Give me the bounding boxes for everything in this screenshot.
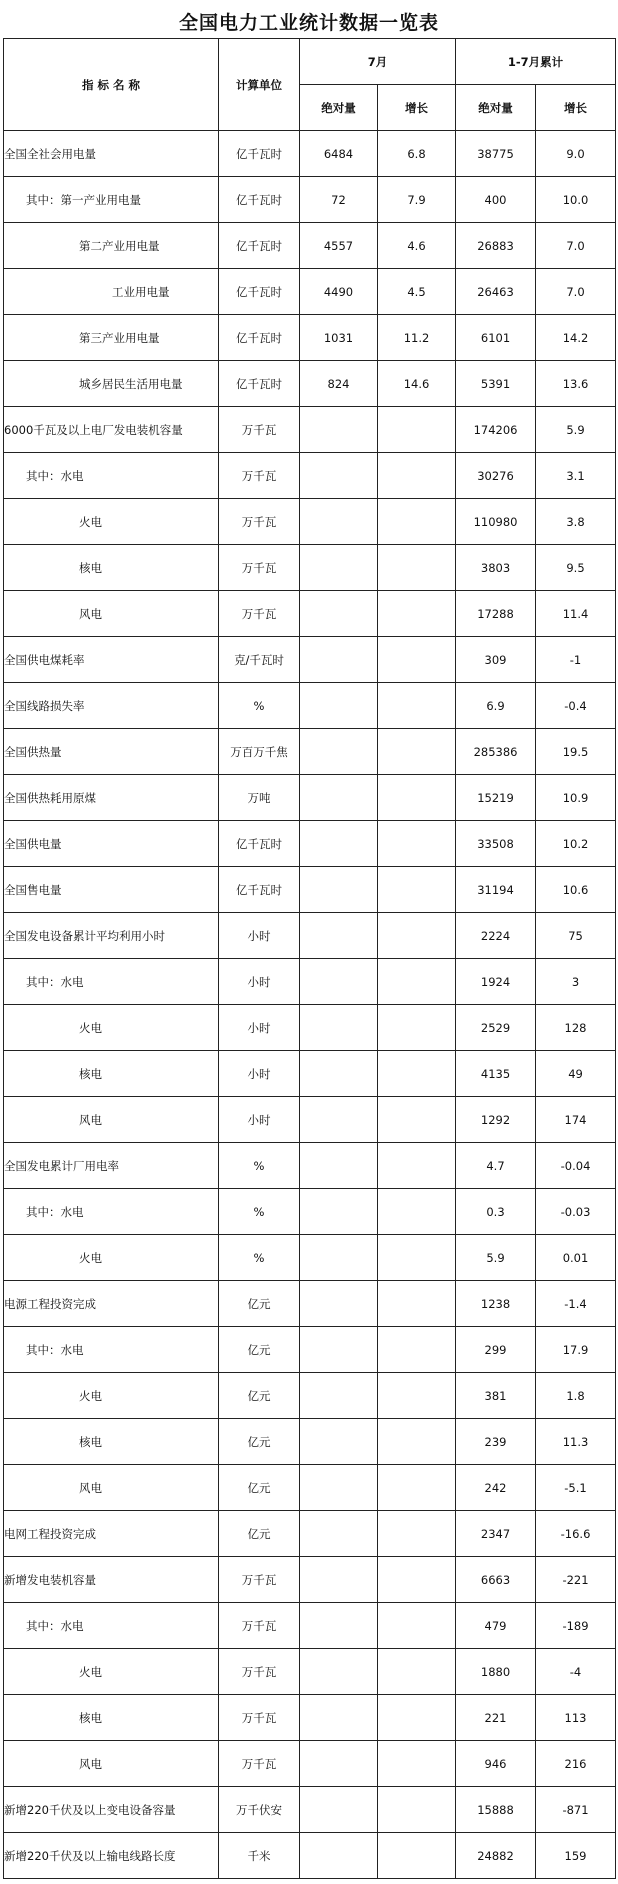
row-cum-abs: 6.9	[456, 683, 536, 729]
table-row	[4, 361, 616, 407]
table-row	[4, 1419, 616, 1465]
row-name: 全国供热量	[4, 729, 219, 775]
row-month-growth	[378, 637, 456, 683]
table-row	[4, 499, 616, 545]
row-name: 风电	[4, 1097, 219, 1143]
table-row	[4, 1557, 616, 1603]
row-cum-growth: -0.04	[536, 1143, 616, 1189]
table-row	[4, 1189, 616, 1235]
row-month-growth	[378, 1511, 456, 1557]
header-cum-abs: 绝对量	[456, 85, 536, 131]
row-unit: 亿元	[219, 1281, 300, 1327]
row-unit: 万千瓦	[219, 591, 300, 637]
row-cum-abs: 38775	[456, 131, 536, 177]
row-name: 全国供电量	[4, 821, 219, 867]
table-row	[4, 1465, 616, 1511]
row-cum-growth: 10.2	[536, 821, 616, 867]
row-month-abs	[300, 499, 378, 545]
row-name: 其中：水电	[4, 1327, 219, 1373]
row-cum-abs: 15888	[456, 1787, 536, 1833]
row-month-growth	[378, 1143, 456, 1189]
row-name: 全国售电量	[4, 867, 219, 913]
row-cum-growth: -871	[536, 1787, 616, 1833]
table-row	[4, 545, 616, 591]
row-month-abs	[300, 1833, 378, 1879]
row-month-abs	[300, 1143, 378, 1189]
row-month-growth	[378, 959, 456, 1005]
row-cum-abs: 1880	[456, 1649, 536, 1695]
row-month-growth	[378, 913, 456, 959]
row-name: 6000千瓦及以上电厂发电装机容量	[4, 407, 219, 453]
row-unit: 小时	[219, 913, 300, 959]
row-cum-abs: 24882	[456, 1833, 536, 1879]
row-unit: 亿千瓦时	[219, 223, 300, 269]
header-month-growth: 增长	[378, 85, 456, 131]
row-month-growth	[378, 1327, 456, 1373]
row-cum-growth: 7.0	[536, 223, 616, 269]
row-unit: 亿元	[219, 1327, 300, 1373]
row-month-growth	[378, 1419, 456, 1465]
row-month-abs	[300, 775, 378, 821]
table-row	[4, 315, 616, 361]
row-cum-abs: 285386	[456, 729, 536, 775]
row-name: 新增220千伏及以上输电线路长度	[4, 1833, 219, 1879]
row-name: 第二产业用电量	[4, 223, 219, 269]
table-row	[4, 591, 616, 637]
row-unit: 亿元	[219, 1465, 300, 1511]
row-cum-growth: -16.6	[536, 1511, 616, 1557]
row-month-abs	[300, 1557, 378, 1603]
row-cum-abs: 5391	[456, 361, 536, 407]
row-month-growth	[378, 1695, 456, 1741]
row-cum-abs: 946	[456, 1741, 536, 1787]
row-month-abs	[300, 1327, 378, 1373]
row-month-growth	[378, 1741, 456, 1787]
row-month-growth	[378, 1281, 456, 1327]
row-cum-abs: 2529	[456, 1005, 536, 1051]
table-row	[4, 223, 616, 269]
row-name: 新增220千伏及以上变电设备容量	[4, 1787, 219, 1833]
row-month-growth	[378, 1189, 456, 1235]
row-unit: 亿元	[219, 1419, 300, 1465]
row-cum-growth: 13.6	[536, 361, 616, 407]
row-cum-growth: 0.01	[536, 1235, 616, 1281]
row-cum-abs: 4135	[456, 1051, 536, 1097]
row-unit: 万千瓦	[219, 1741, 300, 1787]
row-name: 风电	[4, 1741, 219, 1787]
header-row-1	[4, 39, 616, 85]
header-unit: 计算单位	[219, 39, 300, 131]
row-name: 全国全社会用电量	[4, 131, 219, 177]
table-row	[4, 407, 616, 453]
row-name: 其中：水电	[4, 959, 219, 1005]
row-unit: 万吨	[219, 775, 300, 821]
row-cum-abs: 6101	[456, 315, 536, 361]
row-month-abs	[300, 683, 378, 729]
row-month-growth	[378, 1005, 456, 1051]
row-cum-growth: -1	[536, 637, 616, 683]
row-cum-growth: 17.9	[536, 1327, 616, 1373]
row-unit: 亿元	[219, 1511, 300, 1557]
row-month-growth	[378, 591, 456, 637]
table-row	[4, 1281, 616, 1327]
row-cum-abs: 15219	[456, 775, 536, 821]
row-unit: 亿千瓦时	[219, 269, 300, 315]
row-month-abs: 4490	[300, 269, 378, 315]
row-month-growth	[378, 407, 456, 453]
row-cum-growth: 49	[536, 1051, 616, 1097]
row-unit: 万千瓦	[219, 1557, 300, 1603]
row-month-abs: 824	[300, 361, 378, 407]
row-month-growth	[378, 1787, 456, 1833]
row-month-abs	[300, 1465, 378, 1511]
table-row	[4, 1603, 616, 1649]
row-unit: 亿千瓦时	[219, 821, 300, 867]
row-name: 第三产业用电量	[4, 315, 219, 361]
table-row	[4, 1143, 616, 1189]
row-cum-abs: 381	[456, 1373, 536, 1419]
row-unit: 万千瓦	[219, 407, 300, 453]
row-cum-growth: 10.0	[536, 177, 616, 223]
table-row	[4, 683, 616, 729]
row-month-abs	[300, 1649, 378, 1695]
row-cum-growth: 128	[536, 1005, 616, 1051]
row-cum-growth: 9.0	[536, 131, 616, 177]
row-name: 全国供热耗用原煤	[4, 775, 219, 821]
table-row	[4, 1051, 616, 1097]
table-row	[4, 1787, 616, 1833]
table-row	[4, 1235, 616, 1281]
row-month-growth	[378, 545, 456, 591]
row-unit: 千米	[219, 1833, 300, 1879]
row-name: 全国发电累计厂用电率	[4, 1143, 219, 1189]
row-month-abs: 1031	[300, 315, 378, 361]
row-name: 火电	[4, 1649, 219, 1695]
row-name: 其中：水电	[4, 1603, 219, 1649]
row-month-abs	[300, 1005, 378, 1051]
row-unit: 亿千瓦时	[219, 177, 300, 223]
row-cum-abs: 0.3	[456, 1189, 536, 1235]
row-name: 风电	[4, 591, 219, 637]
row-cum-abs: 5.9	[456, 1235, 536, 1281]
row-cum-abs: 2224	[456, 913, 536, 959]
row-cum-growth: 9.5	[536, 545, 616, 591]
row-unit: 万千瓦	[219, 1649, 300, 1695]
row-month-abs	[300, 867, 378, 913]
row-month-abs: 6484	[300, 131, 378, 177]
row-name: 工业用电量	[4, 269, 219, 315]
row-cum-abs: 4.7	[456, 1143, 536, 1189]
row-month-abs	[300, 407, 378, 453]
row-cum-growth: 75	[536, 913, 616, 959]
row-name: 城乡居民生活用电量	[4, 361, 219, 407]
row-cum-abs: 1238	[456, 1281, 536, 1327]
row-month-abs	[300, 637, 378, 683]
row-cum-abs: 30276	[456, 453, 536, 499]
page-title: 全国电力工业统计数据一览表	[178, 12, 439, 34]
row-cum-growth: 1.8	[536, 1373, 616, 1419]
row-unit: 小时	[219, 959, 300, 1005]
row-cum-abs: 242	[456, 1465, 536, 1511]
table-row	[4, 729, 616, 775]
table-row	[4, 821, 616, 867]
row-name: 其中：水电	[4, 453, 219, 499]
row-cum-abs: 239	[456, 1419, 536, 1465]
row-cum-abs: 309	[456, 637, 536, 683]
row-month-growth	[378, 867, 456, 913]
row-cum-growth: -4	[536, 1649, 616, 1695]
row-cum-abs: 2347	[456, 1511, 536, 1557]
row-cum-abs: 6663	[456, 1557, 536, 1603]
row-name: 火电	[4, 499, 219, 545]
row-month-abs	[300, 1787, 378, 1833]
row-name: 电源工程投资完成	[4, 1281, 219, 1327]
row-unit: 万千瓦	[219, 1603, 300, 1649]
table-row	[4, 1741, 616, 1787]
table-row	[4, 1327, 616, 1373]
header-month: 7月	[300, 39, 456, 85]
row-unit: 亿千瓦时	[219, 131, 300, 177]
row-month-growth	[378, 453, 456, 499]
row-cum-abs: 110980	[456, 499, 536, 545]
row-cum-growth: 10.9	[536, 775, 616, 821]
row-cum-growth: -0.4	[536, 683, 616, 729]
row-cum-growth: 3.1	[536, 453, 616, 499]
row-month-abs	[300, 453, 378, 499]
table-row	[4, 177, 616, 223]
row-month-abs	[300, 1373, 378, 1419]
row-month-growth: 7.9	[378, 177, 456, 223]
row-month-growth	[378, 1649, 456, 1695]
table-row	[4, 1373, 616, 1419]
row-name: 核电	[4, 1051, 219, 1097]
row-month-growth: 4.6	[378, 223, 456, 269]
row-unit: 亿千瓦时	[219, 867, 300, 913]
row-unit: 万千伏安	[219, 1787, 300, 1833]
table-row	[4, 1695, 616, 1741]
row-unit: 亿千瓦时	[219, 315, 300, 361]
row-month-abs	[300, 821, 378, 867]
row-month-abs	[300, 1603, 378, 1649]
row-cum-abs: 31194	[456, 867, 536, 913]
row-cum-abs: 299	[456, 1327, 536, 1373]
row-unit: 亿元	[219, 1373, 300, 1419]
row-month-growth: 11.2	[378, 315, 456, 361]
row-month-growth	[378, 683, 456, 729]
row-cum-growth: 11.3	[536, 1419, 616, 1465]
row-month-abs	[300, 729, 378, 775]
row-month-abs	[300, 1189, 378, 1235]
row-cum-abs: 221	[456, 1695, 536, 1741]
row-cum-abs: 17288	[456, 591, 536, 637]
table-row	[4, 775, 616, 821]
row-cum-abs: 26463	[456, 269, 536, 315]
row-month-growth	[378, 1097, 456, 1143]
row-name: 全国线路损失率	[4, 683, 219, 729]
row-cum-growth: 19.5	[536, 729, 616, 775]
row-unit: 小时	[219, 1097, 300, 1143]
row-name: 核电	[4, 545, 219, 591]
row-unit: 万千瓦	[219, 499, 300, 545]
row-cum-abs: 33508	[456, 821, 536, 867]
row-unit: 万千瓦	[219, 1695, 300, 1741]
row-name: 全国供电煤耗率	[4, 637, 219, 683]
row-month-growth	[378, 499, 456, 545]
row-name: 火电	[4, 1373, 219, 1419]
row-unit: 小时	[219, 1005, 300, 1051]
table-row	[4, 959, 616, 1005]
row-unit: 万千瓦	[219, 545, 300, 591]
header-name: 指 标 名 称	[4, 39, 219, 131]
row-cum-growth: -0.03	[536, 1189, 616, 1235]
row-month-abs	[300, 913, 378, 959]
header-cum-growth: 增长	[536, 85, 616, 131]
row-month-abs	[300, 1097, 378, 1143]
row-unit: %	[219, 1143, 300, 1189]
row-month-abs: 72	[300, 177, 378, 223]
row-month-abs	[300, 959, 378, 1005]
row-month-abs	[300, 1511, 378, 1557]
row-cum-growth: -5.1	[536, 1465, 616, 1511]
statistics-table	[3, 38, 616, 1879]
row-cum-growth: -189	[536, 1603, 616, 1649]
table-row	[4, 913, 616, 959]
row-cum-growth: 174	[536, 1097, 616, 1143]
row-unit: 小时	[219, 1051, 300, 1097]
row-cum-growth: 10.6	[536, 867, 616, 913]
row-month-abs	[300, 1741, 378, 1787]
row-month-growth	[378, 775, 456, 821]
row-month-abs	[300, 545, 378, 591]
row-month-growth	[378, 1051, 456, 1097]
row-month-abs	[300, 591, 378, 637]
row-month-growth	[378, 821, 456, 867]
row-month-growth	[378, 1235, 456, 1281]
row-name: 全国发电设备累计平均利用小时	[4, 913, 219, 959]
table-row	[4, 1511, 616, 1557]
row-unit: %	[219, 683, 300, 729]
row-cum-growth: 113	[536, 1695, 616, 1741]
row-month-abs	[300, 1695, 378, 1741]
table-row	[4, 1833, 616, 1879]
row-cum-growth: 11.4	[536, 591, 616, 637]
row-cum-growth: -221	[536, 1557, 616, 1603]
row-cum-growth: 14.2	[536, 315, 616, 361]
row-cum-abs: 400	[456, 177, 536, 223]
row-cum-abs: 3803	[456, 545, 536, 591]
row-name: 新增发电装机容量	[4, 1557, 219, 1603]
row-month-abs	[300, 1051, 378, 1097]
row-name: 火电	[4, 1005, 219, 1051]
row-month-growth	[378, 1603, 456, 1649]
row-unit: 万百万千焦	[219, 729, 300, 775]
row-unit: 亿千瓦时	[219, 361, 300, 407]
row-name: 风电	[4, 1465, 219, 1511]
row-cum-abs: 1924	[456, 959, 536, 1005]
row-month-growth	[378, 1465, 456, 1511]
row-cum-growth: 216	[536, 1741, 616, 1787]
table-row	[4, 131, 616, 177]
table-row	[4, 269, 616, 315]
table-row	[4, 1005, 616, 1051]
row-month-growth: 14.6	[378, 361, 456, 407]
row-month-growth	[378, 1557, 456, 1603]
table-row	[4, 637, 616, 683]
row-cum-growth: 3.8	[536, 499, 616, 545]
row-name: 电网工程投资完成	[4, 1511, 219, 1557]
row-cum-growth: -1.4	[536, 1281, 616, 1327]
row-month-growth	[378, 1373, 456, 1419]
row-unit: 万千瓦	[219, 453, 300, 499]
row-month-growth	[378, 729, 456, 775]
row-name: 核电	[4, 1419, 219, 1465]
table-row	[4, 453, 616, 499]
row-cum-growth: 7.0	[536, 269, 616, 315]
row-month-abs	[300, 1235, 378, 1281]
row-cum-abs: 1292	[456, 1097, 536, 1143]
table-row	[4, 867, 616, 913]
row-cum-growth: 3	[536, 959, 616, 1005]
row-cum-abs: 479	[456, 1603, 536, 1649]
row-month-abs	[300, 1419, 378, 1465]
table-row	[4, 1097, 616, 1143]
table-row	[4, 1649, 616, 1695]
row-cum-abs: 26883	[456, 223, 536, 269]
header-month-abs: 绝对量	[300, 85, 378, 131]
row-cum-growth: 5.9	[536, 407, 616, 453]
row-month-abs	[300, 1281, 378, 1327]
row-month-growth: 6.8	[378, 131, 456, 177]
row-month-growth	[378, 1833, 456, 1879]
row-name: 其中：第一产业用电量	[4, 177, 219, 223]
row-name: 其中：水电	[4, 1189, 219, 1235]
row-month-growth: 4.5	[378, 269, 456, 315]
row-name: 火电	[4, 1235, 219, 1281]
row-cum-growth: 159	[536, 1833, 616, 1879]
row-unit: %	[219, 1235, 300, 1281]
row-unit: %	[219, 1189, 300, 1235]
row-unit: 克/千瓦时	[219, 637, 300, 683]
row-month-abs: 4557	[300, 223, 378, 269]
row-name: 核电	[4, 1695, 219, 1741]
header-cumulative: 1-7月累计	[456, 39, 616, 85]
row-cum-abs: 174206	[456, 407, 536, 453]
